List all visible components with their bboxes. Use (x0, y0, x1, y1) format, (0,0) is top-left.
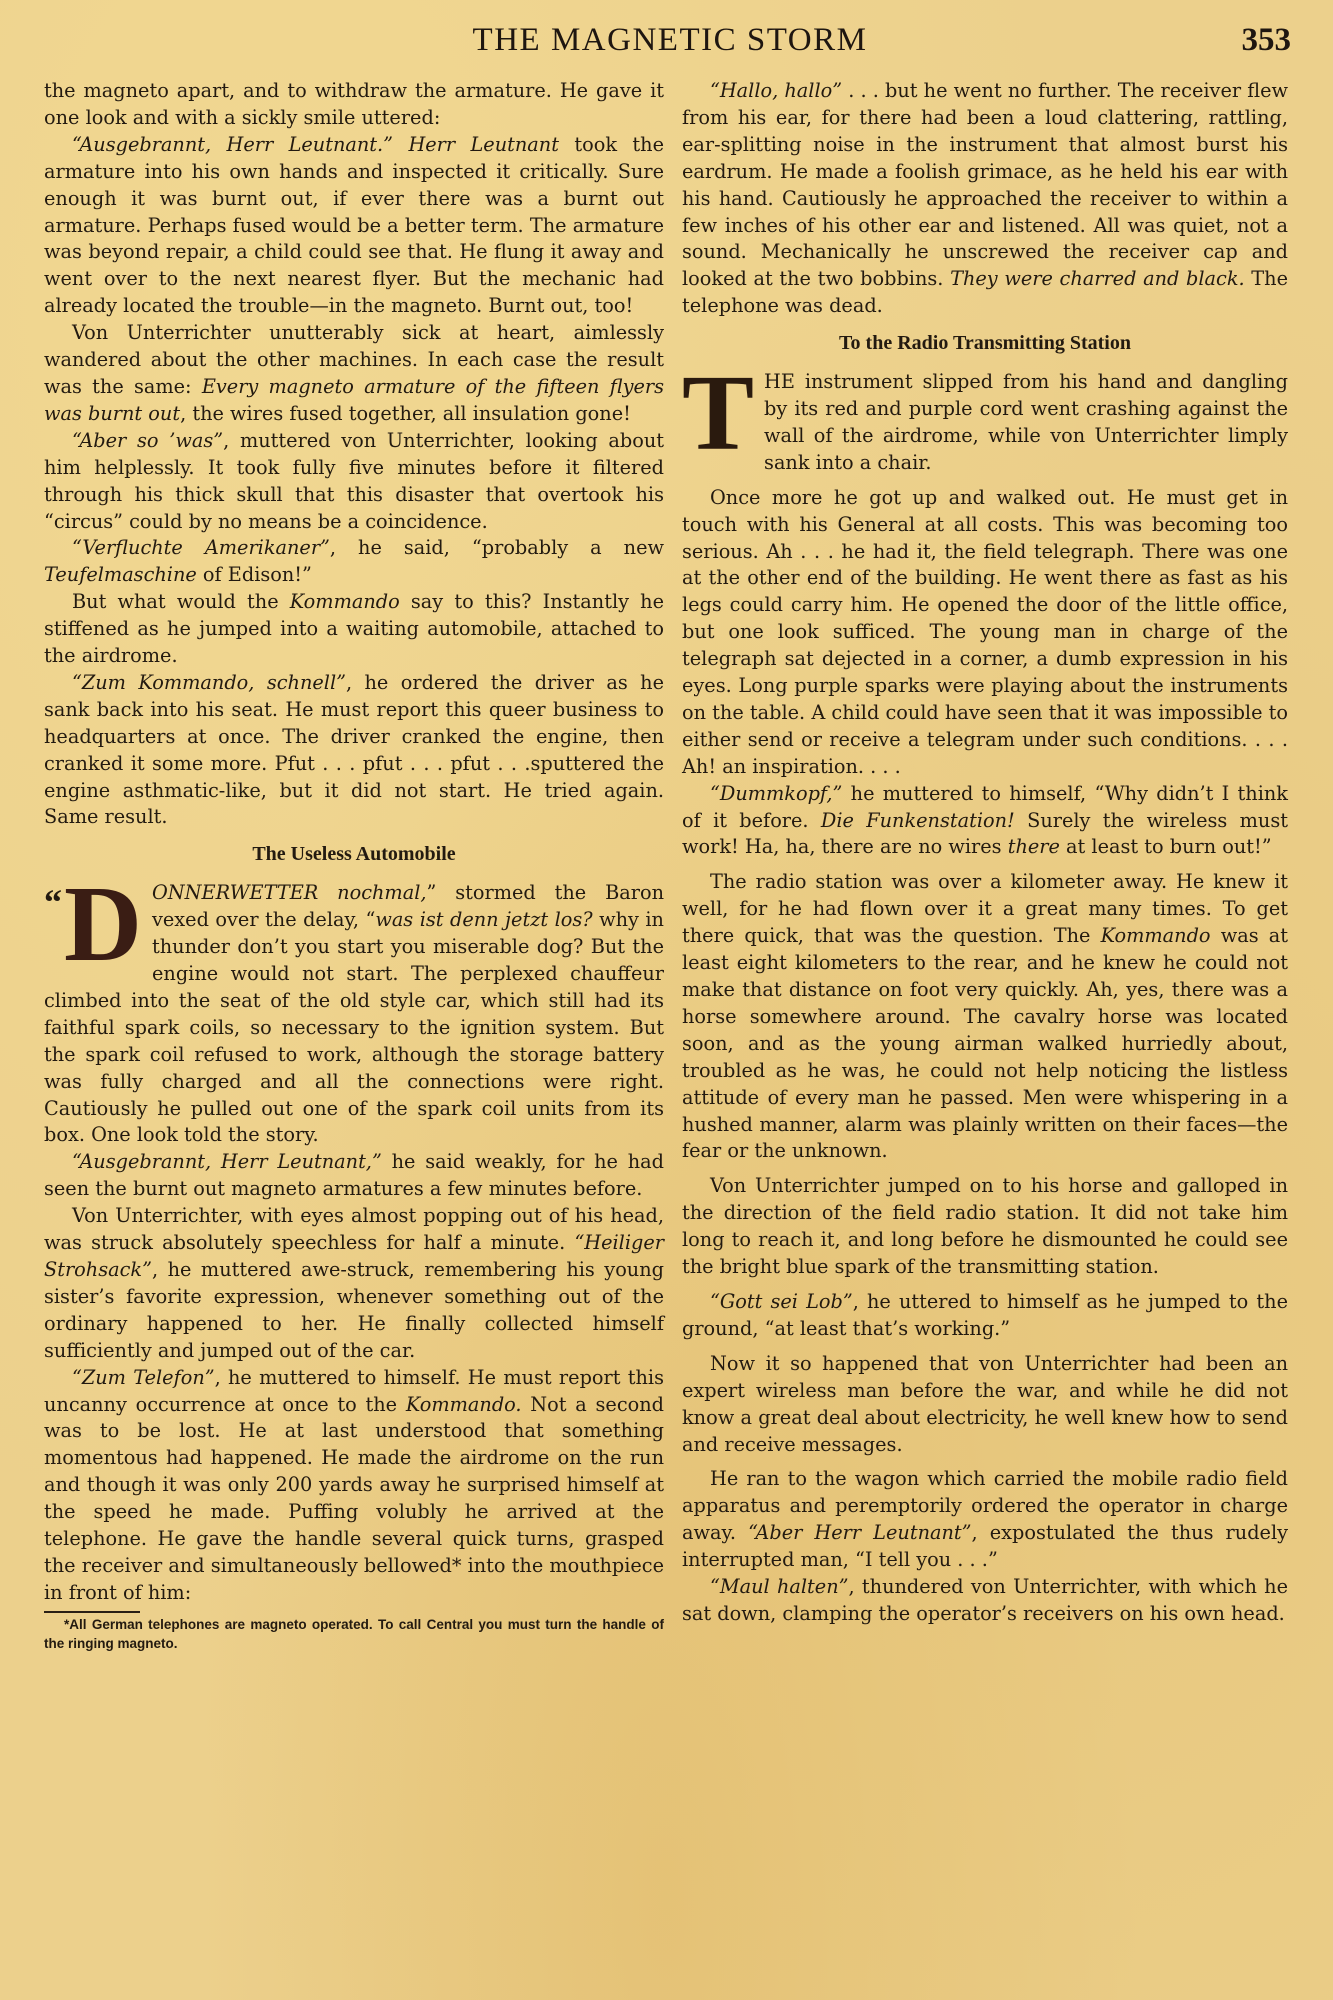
paragraph: “Hallo, hallo” . . . but he went no further. The receiver flew from his ear, for there had been a loud clattering, rattling, ear-splitting noise in the instrument that almost burst his eardrum. He made a foolish grimace, as he held his ear with his hand. Cautiously he approached the receiver to within a few inches of his other ear and listened. All was quiet, not a sound. Mechanically he unscrewed the receiver cap and looked at the two bobbins. They were charred and black. The telephone was dead. (682, 79, 1288, 318)
paragraph: “Aber so ’was”, muttered von Unterrichter, looking about him helplessly. It took fully five minutes before it filtered through his thick skull that this disaster that overtook his “circus” could by no means be a coincidence. (44, 428, 664, 533)
section-heading: The Useless Automobile (252, 843, 456, 866)
left-column (44, 78, 664, 1653)
paragraph: Once more he got up and walked out. He must get in touch with his General at all costs. This was becoming too serious. Ah . . . he had it, the field telegraph. There was one at the other end of the building. He went there as fast as his legs could carry him. He opened the door of the little office, but one look sufficed. The young man in charge of the telegraph sat dejected in a corner, a dumb expression in his eyes. Long purple sparks were playing about the instruments on the table. A child could have seen that it was impossible to either send or receive a telegram under such conditions. . . . Ah! an inspiration. . . . (682, 485, 1288, 778)
drop-cap-letter: D (64, 865, 142, 985)
right-column (682, 78, 1288, 1628)
drop-cap-letter: T (682, 354, 755, 474)
paragraph: “Maul halten”, thundered von Unterrichter, with which he sat down, clamping the operator’s receivers on his own head. (682, 1575, 1288, 1625)
paragraph: the magneto apart, and to withdraw the armature. He gave it one look and with a sickly smile uttered: (44, 79, 664, 129)
paragraph: “Verfluchte Amerikaner”, he said, “probably a new Teufelmaschine of Edison!” (44, 536, 664, 587)
paragraph: “Ausgebrannt, Herr Leutnant,” he said weakly, for he had seen the burnt out magneto armatures a few minutes before. (44, 1150, 664, 1201)
footnote-divider (44, 1611, 140, 1613)
paragraph: Von Unterrichter, with eyes almost popping out of his head, was struck absolutely speechless for half a minute. “Heiliger Strohsack”, he muttered awe-struck, remembering his young sister’s favorite expression, whenever something out of the ordinary happened to her. He finally collected himself sufficiently and jumped out of the car. (44, 1204, 664, 1362)
paragraph: “Ausgebrannt, Herr Leutnant.” Herr Leutnant took the armature into his own hands and inspected it critically. Sure enough it was burnt out, if ever there was a burnt out armature. Perhaps fused would be a better term. The armature was beyond repair, a child could see that. He flung it away and went over to the next nearest flyer. But the mechanic had already located the trouble—in the magneto. Burnt out, too! (44, 132, 664, 318)
paragraph: “Dummkopf,” he muttered to himself, “Why didn’t I think of it before. Die Funkenstation! Surely the wireless must work! Ha, ha, there are no wires there at least to burn out!” (682, 781, 1288, 859)
section-heading: To the Radio Transmitting Station (839, 332, 1131, 355)
page-header (0, 22, 1333, 72)
paragraph: “Zum Telefon”, he muttered to himself. He must report this uncanny occurrence at once to the Kommando. Not a second was to be lost. He at last understood that something momentous had happened. He made the airdrome on the run and though it was only 200 yards away he surprised himself at the speed he made. Puffing volubly he arrived at the telephone. He gave the handle several quick turns, grasped the receiver and simultaneously bellowed* into the mouthpiece in front of him: (44, 1365, 664, 1604)
paragraph-dropcap: “ D ONNERWETTER nochmal,” stormed the Baron vexed over the delay, “was ist denn jetzt los? why in thunder don’t you start you miserable dog? But the engine would not start. The perplexed chauffeur climbed into the seat of the old style car, which still had its faithful spark coils, so necessary to the ignition system. But the spark coil refused to work, although the storage battery was fully charged and all the connections were right. Cautiously he pulled out one of the spark coil units from its box. One look told the story. (44, 865, 665, 1147)
paragraph: “Gott sei Lob”, he uttered to himself as he jumped to the ground, “at least that’s working.” (682, 1289, 1288, 1340)
running-title: THE MAGNETIC STORM (472, 22, 868, 58)
page-number: 353 (1241, 22, 1291, 58)
paragraph: But what would the Kommando say to this? Instantly he stiffened as he jumped into a waiting automobile, attached to the airdrome. (44, 590, 665, 668)
open-quote-mark: “ (44, 882, 62, 923)
paragraph: The radio station was over a kilometer away. He knew it well, for he had flown over it a great many times. To get there quick, that was the question. The Kommando was at least eight kilometers to the rear, and he knew he could not make that distance on foot very quickly. Ah, yes, there was a horse somewhere around. The cavalry horse was located soon, and as the young airman walked hurriedly about, troubled as he was, he could not help noticing the listless attitude of every man he passed. Men were whispering in a hushed manner, alarm was plainly written on their faces—the fear or the unknown. (682, 870, 1288, 1163)
paragraph: “Zum Kommando, schnell”, he ordered the driver as he sank back into his seat. He must report this queer business to headquarters at once. The driver cranked the engine, then cranked it some more. Pfut . . . pfut . . . pfut . . .sputtered the engine asthmatic-like, but it did not start. He tried again. Same result. (44, 670, 664, 829)
paragraph: Now it so happened that von Unterrichter had been an expert wireless man before the war, and while he did not know a great deal about electricity, he well knew how to send and receive messages. (682, 1351, 1288, 1456)
paragraph: He ran to the wagon which carried the mobile radio field apparatus and peremptorily ordered the operator in charge away. “Aber Herr Leutnant”, expostulated the thus rudely interrupted man, “I tell you . . .” (682, 1467, 1289, 1572)
paragraph: Von Unterrichter unutterably sick at heart, aimlessly wandered about the other machines. In each case the result was the same: Every magneto armature of the fifteen flyers was burnt out, the wires fused together, all insulation gone! (44, 321, 664, 425)
paragraph-dropcap: THE instrument slipped from his hand and dangling by its red and purple cord went crashing against the wall of the airdrome, while von Unterrichter limply sank into a chair. (682, 354, 1288, 474)
footnote: *All German telephones are magneto operated. To call Central you must turn the handle of the ringing magneto. (44, 1616, 664, 1651)
paragraph: Von Unterrichter jumped on to his horse and galloped in the direction of the field radio station. It did not take him long to reach it, and long before he dismounted he could see the bright blue spark of the transmitting station. (682, 1174, 1288, 1279)
